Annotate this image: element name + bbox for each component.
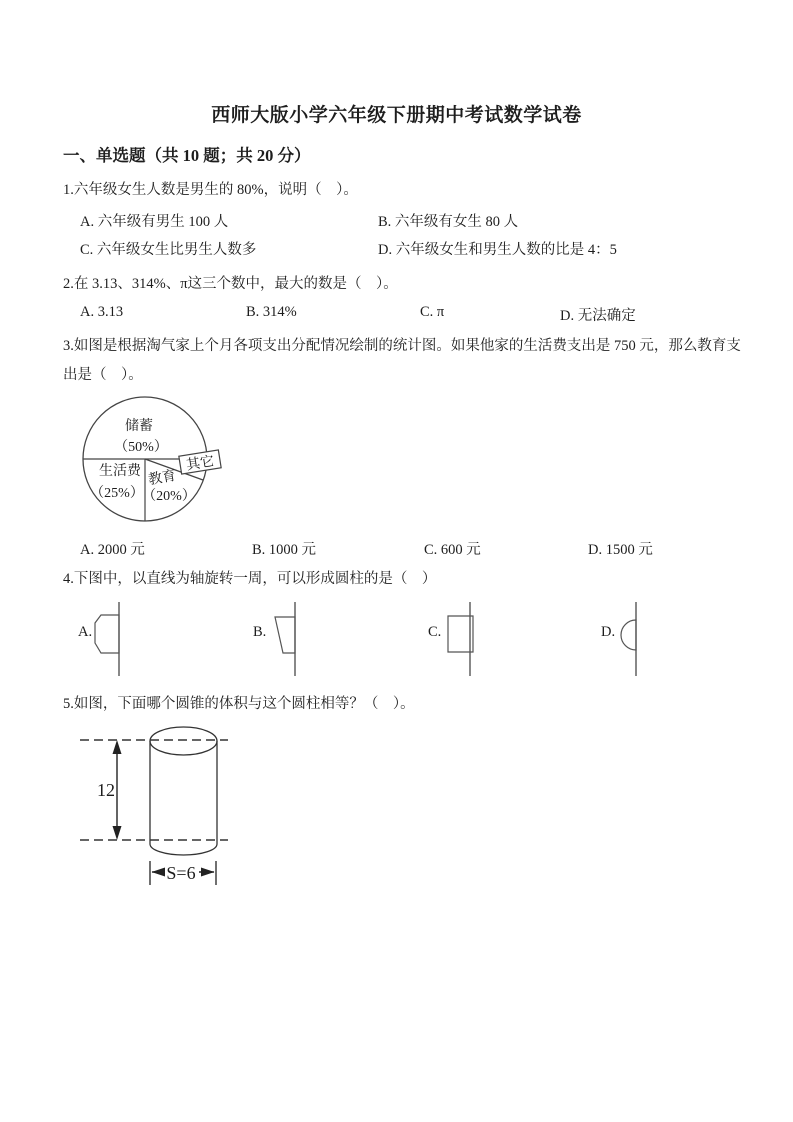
q1-option-b: B. 六年级有女生 80 人	[378, 214, 519, 230]
semicircle-shape	[621, 620, 636, 650]
q4-shape-a-figure	[92, 600, 126, 678]
question-4-text: 4.下图中，以直线为轴旋转一周，可以形成圆柱的是（ ）	[63, 571, 437, 587]
q3-option-b: B. 1000 元	[252, 542, 317, 558]
question-5-text: 5.如图，下面哪个圆锥的体积与这个圆柱相等？（ ）。	[63, 696, 415, 712]
q4-shape-label-b: B.	[253, 624, 267, 640]
q4-shape-label-d: D.	[601, 624, 616, 640]
arrow-up-icon	[113, 740, 122, 754]
q2-option-d: D. 无法确定	[560, 308, 636, 324]
rectangle-shape	[448, 616, 473, 652]
page-title: 西师大版小学六年级下册期中考试数学试卷	[211, 105, 582, 126]
pie-slice-label-savings: 储蓄	[125, 419, 153, 434]
question-3-text: 3.如图是根据淘气家上个月各项支出分配情况绘制的统计图。如果他家的生活费支出是 750 元，那么教育支出是（ ）。	[63, 338, 741, 383]
q4-shape-label-a: A.	[78, 624, 93, 640]
pie-slice-label-other: 其它	[185, 454, 216, 474]
q4-shape-c-figure	[443, 600, 477, 678]
q4-shape-d-figure	[609, 600, 643, 678]
arrow-right-icon	[201, 868, 215, 877]
pie-slice-pct-savings: （50%）	[114, 440, 168, 455]
q2-option-c: C. π	[420, 304, 445, 320]
pie-other-callout	[179, 450, 221, 475]
q3-option-c: C. 600 元	[424, 542, 481, 558]
q1-option-a: A. 六年级有男生 100 人	[80, 214, 229, 230]
pie-chart-figure	[81, 392, 233, 530]
q2-option-b: B. 314%	[246, 304, 297, 320]
q1-option-d: D. 六年级女生和男生人数的比是 4：5	[378, 242, 617, 258]
question-2-text: 2.在 3.13、314%、π这三个数中，最大的数是（ ）。	[63, 276, 398, 292]
q4-shape-b-figure	[268, 600, 302, 678]
q4-shape-label-c: C.	[428, 624, 442, 640]
pie-slice-label-living: 生活费	[99, 464, 141, 479]
section-header: 一、单选题（共 10 题；共 20 分）	[63, 146, 311, 165]
arrow-down-icon	[113, 826, 122, 840]
q2-option-a: A. 3.13	[80, 304, 124, 320]
cylinder-figure	[80, 722, 232, 894]
q1-option-c: C. 六年级女生比男生人数多	[80, 242, 257, 258]
base-dimension-label: S=6	[166, 863, 196, 883]
pie-slice-label-education: 教育	[147, 468, 178, 489]
pie-slice-pct-living: （25%）	[90, 486, 144, 501]
q3-option-d: D. 1500 元	[588, 542, 653, 558]
question-1-text: 1.六年级女生人数是男生的 80%，说明（ ）。	[63, 182, 358, 198]
trapezoid-shape	[275, 617, 295, 653]
cylinder-bottom-arc	[150, 844, 217, 855]
q3-option-a: A. 2000 元	[80, 542, 145, 558]
arrow-left-icon	[152, 868, 166, 877]
height-dimension-label: 12	[97, 780, 115, 800]
cylinder-top-ellipse	[150, 727, 217, 755]
half-hexagon-shape	[95, 615, 119, 653]
pie-slice-pct-education: （20%）	[142, 489, 196, 504]
